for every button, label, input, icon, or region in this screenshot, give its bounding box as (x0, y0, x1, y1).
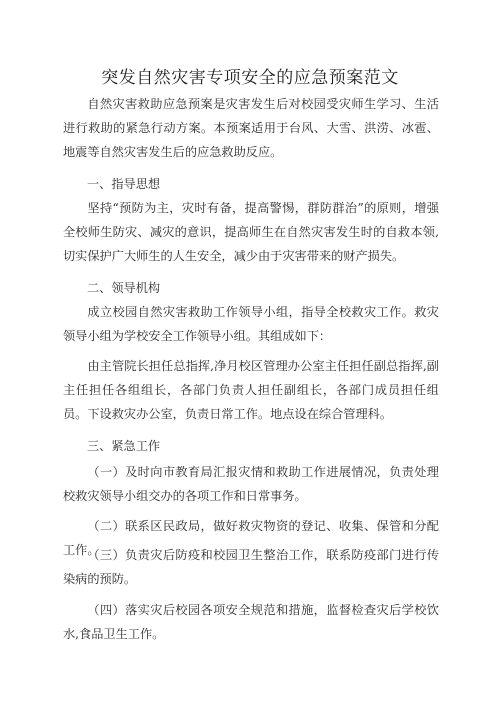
emergency-item-3: （三）负责灾后防疫和校园卫生整治工作，联系防疫部门进行传染病的预防。 (63, 548, 439, 586)
document-title: 突发自然灾害专项安全的应急预案范文 (101, 68, 399, 88)
emergency-item-1: （一）及时向市教育局汇报灾情和救助工作进展情况，负责处理校救灾领导小组交办的各项工作和日常事务。 (63, 465, 439, 503)
section-heading-leadership: 二、领导机构 (87, 281, 161, 295)
intro-paragraph: 自然灾害救助应急预案是灾害发生后对校园受灾师生学习、生活进行救助的紧急行动方案。本预案适用于台风、大雪、洪涝、冰雹、地震等自然灾害发生后的应急救助反应。 (63, 97, 439, 159)
guiding-ideology-paragraph: 坚持“预防为主，灾时有备，提高警惕，群防群治”的原则，增强全校师生防灾、减灾的意识，提高师生在自然灾害发生时的自救本领,切实保护广大师生的人生安全，减少由于灾害带来的财产损失。 (63, 201, 439, 263)
section-heading-emergency-work: 三、紧急工作 (87, 439, 161, 453)
leadership-paragraph-2: 由主管院长担任总指挥,净月校区管理办公室主任担任副总指挥,副主任担任各组组长，各部门负责人担任副组长，各部门成员担任组员。下设救灾办公室，负责日常工作。地点设在综合管理科。 (63, 359, 439, 421)
emergency-item-4: （四）落实灾后校园各项安全规范和措施，监督检查灾后学校饮水,食品卫生工作。 (63, 603, 439, 641)
emergency-item-2: （二）联系区民政局，做好救灾物资的登记、收集、保管和分配工作。 (63, 519, 439, 557)
section-heading-guiding-ideology: 一、指导思想 (87, 177, 161, 191)
leadership-paragraph-1: 成立校园自然灾害救助工作领导小组，指导全校救灾工作。救灾领导小组为学校安全工作领导小组。其组成如下： (63, 305, 439, 343)
